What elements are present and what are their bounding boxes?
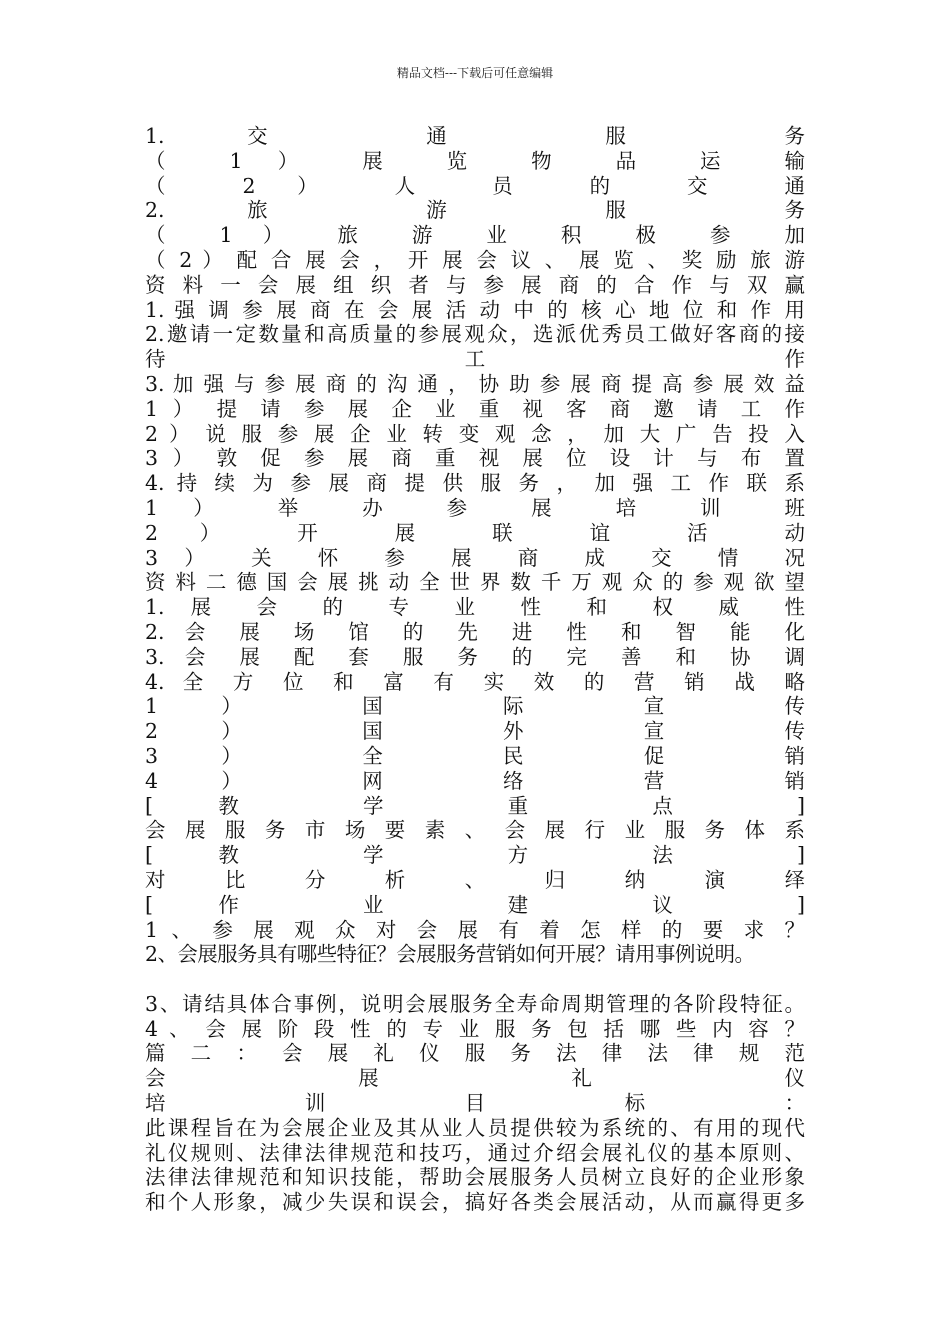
text-line: 3、请结具体合事例，说明会展服务全寿命周期管理的各阶段特征。 [145,991,805,1016]
text-line: 1 、 参 展 观 众 对 会 展 有 着 怎 样 的 要 求 ？ [145,917,805,942]
text-line: 对 比 分 析 、 归 纳 演 绎 [145,867,805,892]
text-line: 资 料 一 会 展 组 织 者 与 参 展 商 的 合 作 与 双 赢 [145,272,805,297]
text-line: （ 2 ） 配 合 展 会 ， 开 展 会 议 、 展 览 、 奖 励 旅 游 [145,247,805,272]
text-line: 1. 交 通 服 务 [145,124,805,148]
text-line: （ 2 ） 人 员 的 交 通 [145,173,805,198]
text-line: 1 ） 国 际 宣 传 [145,694,805,719]
text-line: 4 、 会 展 阶 段 性 的 专 业 服 务 包 括 哪 些 内 容 ？ [145,1016,805,1041]
text-line: 此课程旨在为会展企业及其从业人员提供较为系统的、有用的现代 [145,1115,805,1140]
text-line: 2 ） 说 服 参 展 企 业 转 变 观 念 ， 加 大 广 告 投 入 [145,421,805,446]
text-line: 4. 持 续 为 参 展 商 提 供 服 务 ， 加 强 工 作 联 系 [145,471,805,496]
text-line: 4. 全 方 位 和 富 有 实 效 的 营 销 战 略 [145,669,805,694]
text-line: （ 1 ） 旅 游 业 积 极 参 加 [145,223,805,248]
text-line: 1 ） 举 办 参 展 培 训 班 [145,495,805,520]
text-line: 2、会展服务具有哪些特征？会展服务营销如何开展？请用事例说明。 [145,942,755,967]
text-line: 2 ） 国 外 宣 传 [145,719,805,744]
text-line: 3. 加 强 与 参 展 商 的 沟 通 ， 协 助 参 展 商 提 高 参 展 效 益 [145,371,805,396]
text-line: 3. 会 展 配 套 服 务 的 完 善 和 协 调 [145,644,805,669]
text-line: 2.邀请一定数量和高质量的参展观众，选派优秀员工做好客商的接 [145,322,805,347]
text-line: 会 展 礼 仪 [145,1066,805,1091]
text-line: 1. 强 调 参 展 商 在 会 展 活 动 中 的 核 心 地 位 和 作 用 [145,297,805,322]
text-line: 3 ） 关 怀 参 展 商 成 交 情 况 [145,545,805,570]
text-line: 法律法律规范和知识技能，帮助会展服务人员树立良好的企业形象 [145,1165,805,1190]
text-line: 1. 展 会 的 专 业 性 和 权 威 性 [145,595,805,620]
text-line: 待 工 作 [145,347,805,372]
text-line: [ 教 学 方 法 ] [145,843,805,868]
document-body [145,124,805,1215]
text-line: 篇 二 ： 会 展 礼 仪 服 务 法 律 法 律 规 范 [145,1041,805,1066]
page-header: 精品文档---下载后可任意编辑 [396,66,554,80]
text-line: 礼仪规则、法律法律规范和技巧，通过介绍会展礼仪的基本原则、 [145,1140,805,1165]
text-line: 1 ） 提 请 参 展 企 业 重 视 客 商 邀 请 工 作 [145,396,805,421]
text-line: 2 ） 开 展 联 谊 活 动 [145,520,805,545]
text-line: 2. 会 展 场 馆 的 先 进 性 和 智 能 化 [145,619,805,644]
text-line: 培 训 目 标 ： [145,1091,805,1116]
text-line: 4 ） 网 络 营 销 [145,768,805,793]
text-line: 资 料 二 德 国 会 展 挑 动 全 世 界 数 千 万 观 众 的 参 观 欲 望 [145,570,805,595]
text-line: [ 作 业 建 议 ] [145,892,805,917]
text-line: 会 展 服 务 市 场 要 素 、 会 展 行 业 服 务 体 系 [145,818,805,843]
text-line: 和个人形象，减少失误和误会，搞好各类会展活动，从而赢得更多 [145,1190,805,1215]
text-line: [ 教 学 重 点 ] [145,793,805,818]
blank-line [145,967,805,992]
text-line: 3 ） 敦 促 参 展 商 重 视 展 位 设 计 与 布 置 [145,446,805,471]
text-line: （ 1 ） 展 览 物 品 运 输 [145,148,805,173]
text-line: 2. 旅 游 服 务 [145,198,805,223]
text-line: 3 ） 全 民 促 销 [145,743,805,768]
